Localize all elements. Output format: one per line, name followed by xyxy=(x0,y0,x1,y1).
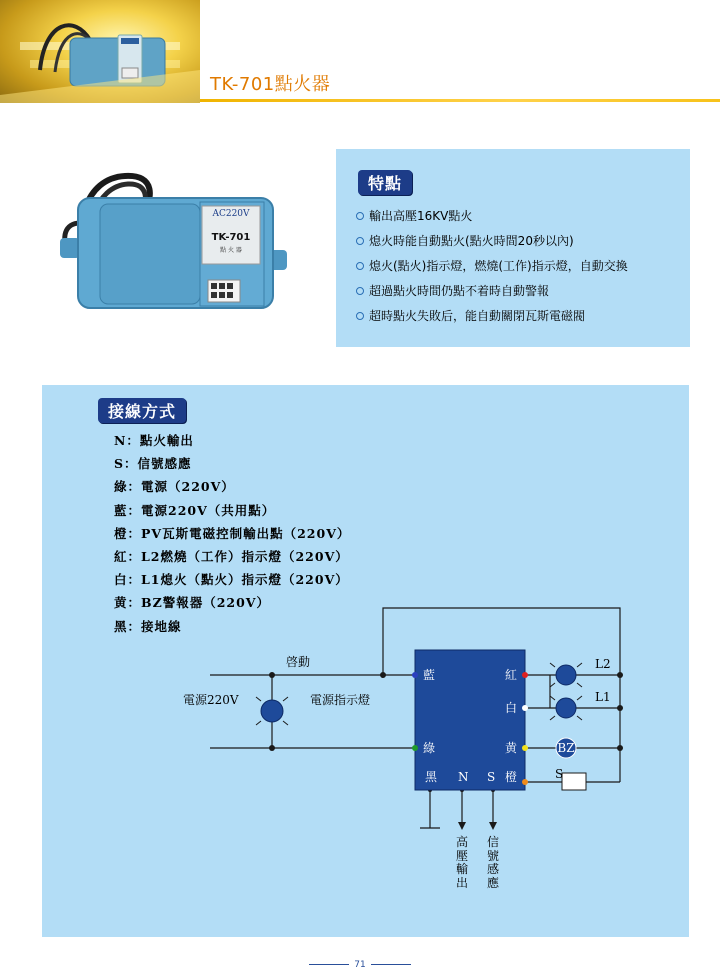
wiring-item: 紅：L2燃燒（工作）指示燈（220V） xyxy=(114,548,349,564)
terminal-yellow-label: 黄 xyxy=(505,741,518,755)
feature-item: 輸出高壓16KV點火 xyxy=(356,204,628,229)
terminal-red-label: 紅 xyxy=(505,668,518,682)
terminal-blue-label: 藍 xyxy=(423,668,436,682)
features-title: 特點 xyxy=(358,170,412,195)
product-label-model: TK-701 xyxy=(211,232,251,243)
feature-item: 超過點火時間仍點不着時自動警報 xyxy=(356,279,628,304)
terminal-orange-dot xyxy=(522,779,528,785)
feature-item: 熄火時能自動點火(點火時間20秒以內) xyxy=(356,229,628,254)
terminal-red-dot xyxy=(522,672,528,678)
output-signal-label: 信號感應 xyxy=(487,835,500,890)
label-l1: L1 xyxy=(595,690,611,704)
wiring-item: N：點火輸出 xyxy=(114,433,194,448)
terminal-orange-label: 橙 xyxy=(505,770,518,784)
power-lamp-icon xyxy=(256,697,288,725)
product-label-name: 點 火 器 xyxy=(220,247,242,254)
terminal-green-dot xyxy=(412,745,418,751)
wiring-item: S：信號感應 xyxy=(114,456,192,472)
label-l2: L2 xyxy=(595,657,611,671)
wiring-title: 接線方式 xyxy=(98,398,186,423)
power-label: 電源220V xyxy=(183,693,239,707)
buzzer-label: BZ xyxy=(557,741,575,755)
terminal-s-label: S xyxy=(487,770,496,784)
start-label: 啓動 xyxy=(286,655,311,669)
footer-rule-right xyxy=(371,964,411,965)
wiring-item: 黑：接地線 xyxy=(114,618,182,634)
page-title: TK-701點火器 xyxy=(210,74,331,95)
terminal-white-dot xyxy=(522,705,528,711)
wiring-item: 橙：PV瓦斯電磁控制輸出點（220V） xyxy=(114,525,351,541)
terminal-green-label: 綠 xyxy=(423,741,436,755)
terminal-blue-dot xyxy=(412,672,418,678)
feature-item: 熄火(點火)指示燈，燃燒(工作)指示燈，自動交換 xyxy=(356,254,628,279)
power-lamp-label: 電源指示燈 xyxy=(310,693,371,707)
footer-rule-left xyxy=(309,964,349,965)
feature-item: 超時點火失敗后，能自動關閉瓦斯電磁閥 xyxy=(356,304,628,329)
wiring-item: 藍：電源220V（共用點） xyxy=(114,502,276,518)
terminal-n-label: N xyxy=(458,770,469,784)
output-high-voltage-label: 高壓輸出 xyxy=(456,835,469,890)
wiring-item: 黄：BZ警報器（220V） xyxy=(114,595,270,611)
valve-box xyxy=(562,773,586,790)
page-number: 71 xyxy=(354,960,366,970)
wiring-item: 白：L1熄火（點火）指示燈（220V） xyxy=(114,572,349,588)
terminal-black-label: 黑 xyxy=(425,770,438,784)
product-label-ac: AC220V xyxy=(212,209,250,219)
wiring-item: 綠：電源（220V） xyxy=(114,479,235,495)
page-footer xyxy=(0,960,720,970)
valve-label: S xyxy=(555,767,564,781)
terminal-white-label: 白 xyxy=(505,701,518,715)
terminal-yellow-dot xyxy=(522,745,528,751)
